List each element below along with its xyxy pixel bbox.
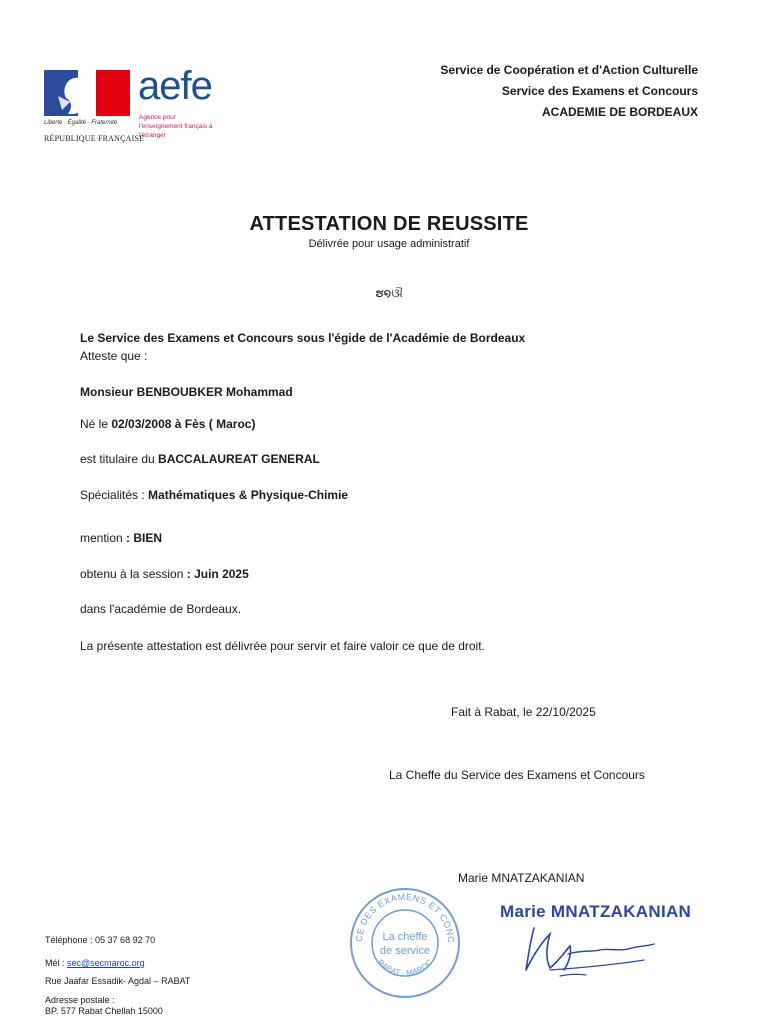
- footer-mail-label: Mél :: [45, 958, 68, 968]
- birth-prefix: Né le: [80, 417, 112, 431]
- diploma-line: [80, 452, 320, 466]
- signature-printed-name: Marie MNATZAKANIAN: [500, 902, 692, 921]
- stamp-center-line-2: de service: [379, 945, 431, 957]
- stamp-ring-top: CE DES EXAMENS ET CONC: [353, 891, 457, 944]
- footer-mail-link[interactable]: sec@secmaroc.org: [67, 958, 145, 968]
- rf-name: RÉPUBLIQUE FRANÇAISE: [44, 134, 145, 143]
- closing-line: La présente attestation est délivrée pour servir et faire valoir ce que de droit.: [80, 639, 485, 653]
- stamp-seal-icon: [348, 886, 462, 1000]
- intro-line: Le Service des Examens et Concours sous l'égide de l'Académie de Bordeaux: [80, 331, 526, 345]
- handwritten-signature-icon: [520, 924, 660, 980]
- birth-value: 02/03/2008 à Fès ( Maroc): [111, 417, 256, 431]
- session-prefix: obtenu à la session: [80, 567, 187, 581]
- footer-phone: Téléphone : 05 37 68 92 70: [45, 935, 156, 945]
- diploma-value: BACCALAUREAT GENERAL: [158, 452, 320, 466]
- session-line: [80, 567, 249, 581]
- rf-motto: Liberté · Égalité · Fraternité: [44, 120, 118, 126]
- svg-text:RABAT · MAROC: [376, 958, 435, 978]
- document-title: ATTESTATION DE REUSSITE: [249, 213, 529, 235]
- footer-postal-value: BP. 577 Rabat Chellah 15000: [45, 1006, 163, 1016]
- document-subtitle: Délivrée pour usage administratif: [308, 238, 470, 250]
- stamp-ring-bottom: RABAT · MAROC: [375, 957, 435, 978]
- issuing-service-block: [338, 60, 698, 123]
- place-date: Fait à Rabat, le 22/10/2025: [451, 705, 596, 719]
- birth-line: [80, 417, 255, 431]
- stamp-center-line-1: La cheffe: [382, 931, 428, 943]
- mention-prefix: mention: [80, 531, 127, 545]
- service-line-1: Service de Coopération et d'Action Culturelle: [440, 63, 698, 77]
- specialites-value: Mathématiques & Physique-Chimie: [148, 488, 349, 502]
- signatory-role: La Cheffe du Service des Examens et Concours: [389, 768, 645, 782]
- aefe-subtitle: Agence pour l'enseignement français à l'étranger: [139, 114, 213, 139]
- session-value: : Juin 2025: [186, 567, 249, 581]
- footer-street: Rue Jaafar Essadik- Agdal – RABAT: [45, 976, 191, 986]
- specialites-prefix: Spécialités :: [80, 488, 149, 502]
- mention-value: : BIEN: [126, 531, 163, 545]
- academy-line: dans l'académie de Bordeaux.: [80, 602, 242, 616]
- republique-francaise-logo: [44, 70, 145, 150]
- atteste-line: Atteste que :: [80, 349, 148, 363]
- footer-mail: [45, 958, 145, 969]
- specialites-line: [80, 488, 348, 502]
- aefe-wordmark: aefe: [138, 64, 212, 108]
- marianne-flag-icon: [44, 70, 130, 116]
- diploma-prefix: est titulaire du: [80, 452, 159, 466]
- service-line-2: Service des Examens et Concours: [501, 84, 698, 98]
- mention-line: [80, 531, 162, 545]
- candidate-name: Monsieur BENBOUBKER Mohammad: [80, 385, 293, 399]
- signatory-name: Marie MNATZAKANIAN: [458, 871, 585, 885]
- ornament-glyph: ຮ໑ଔ: [375, 286, 403, 300]
- footer-postal-label: Adresse postale :: [45, 995, 115, 1005]
- aefe-logo: [138, 64, 228, 152]
- official-stamp: [348, 886, 462, 1000]
- service-line-3: ACADEMIE DE BORDEAUX: [541, 105, 698, 119]
